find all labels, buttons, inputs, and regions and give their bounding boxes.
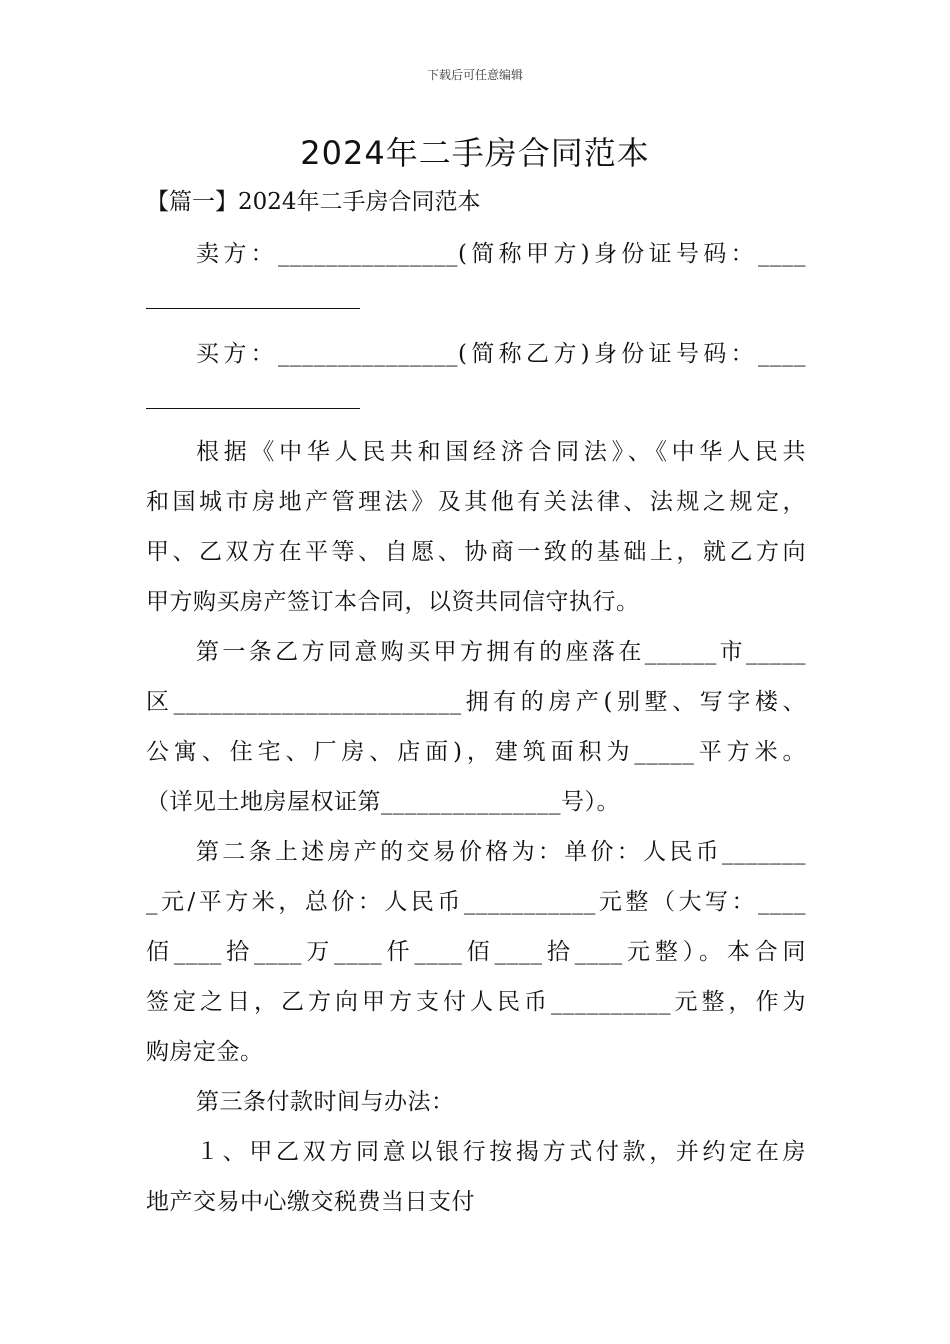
document-title: 2024年二手房合同范本: [300, 134, 650, 172]
paragraph-line: 和国城市房地产管理法》及其他有关法律、法规之规定，: [146, 489, 806, 515]
article-one-line: 第一条乙方同意购买甲方拥有的座落在______市_____: [196, 639, 806, 665]
article-two-line: 签定之日，乙方向甲方支付人民币__________元整，作为: [146, 989, 806, 1015]
buyer-line: 买方：_______________(简称乙方)身份证号码：____: [196, 341, 806, 367]
article-three-heading: 第三条付款时间与办法：: [196, 1089, 455, 1115]
article-one-line: 区________________________拥有的房产(别墅、写字楼、: [146, 689, 806, 715]
buyer-id-underline: [146, 408, 360, 409]
article-three-line: 地产交易中心缴交税费当日支付: [146, 1189, 475, 1215]
article-two-line: 购房定金。: [146, 1039, 264, 1065]
article-one-line: （详见土地房屋权证第_______________号）。: [146, 789, 620, 815]
article-two-line: _元/平方米，总价：人民币___________元整（大写：____: [146, 889, 806, 915]
header-note: 下载后可任意编辑: [426, 68, 523, 82]
paragraph-line: 甲、乙双方在平等、自愿、协商一致的基础上，就乙方向: [146, 539, 806, 565]
article-two-line: 第二条上述房产的交易价格为：单价：人民币_______: [196, 839, 806, 865]
seller-id-underline: [146, 308, 360, 309]
paragraph-line: 根据《中华人民共和国经济合同法》、《中华人民共: [196, 439, 806, 465]
article-three-line: １、甲乙双方同意以银行按揭方式付款，并约定在房: [196, 1139, 806, 1165]
section-heading: 【篇一】2024年二手房合同范本: [146, 189, 481, 215]
paragraph-line: 甲方购买房产签订本合同，以资共同信守执行。: [146, 589, 640, 615]
seller-line: 卖方：_______________(简称甲方)身份证号码：____: [196, 241, 806, 267]
article-two-line: 佰____拾____万____仟____佰____拾____元整）。本合同: [146, 939, 806, 965]
article-one-line: 公寓、住宅、厂房、店面)，建筑面积为_____平方米。: [146, 739, 806, 765]
